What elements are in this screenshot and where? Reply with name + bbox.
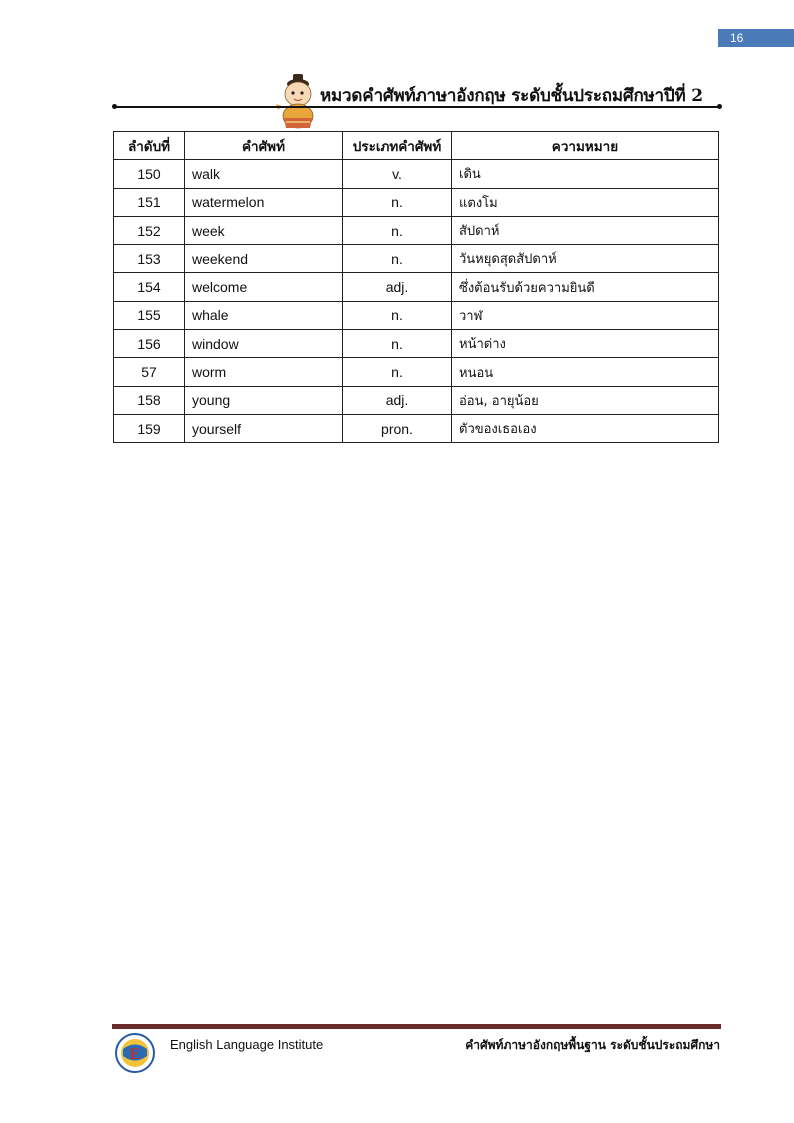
header-word: คำศัพท์ (185, 132, 343, 160)
row-word: welcome (185, 273, 343, 301)
row-word: watermelon (185, 188, 343, 216)
title-underline (115, 106, 719, 108)
row-number: 150 (114, 160, 185, 188)
footer-document-title: คำศัพท์ภาษาอังกฤษพื้นฐาน ระดับชั้นประถมศึกษา (465, 1038, 720, 1052)
institute-logo-icon (114, 1032, 156, 1074)
row-word: weekend (185, 245, 343, 273)
row-meaning: สัปดาห์ (452, 216, 719, 244)
row-word: young (185, 386, 343, 414)
row-number: 152 (114, 216, 185, 244)
row-meaning: วาฬ (452, 301, 719, 329)
row-number: 156 (114, 330, 185, 358)
page-title: หมวดคำศัพท์ภาษาอังกฤษ ระดับชั้นประถมศึกษาปีที่ 2 (320, 86, 703, 106)
row-word: window (185, 330, 343, 358)
row-number: 57 (114, 358, 185, 386)
vocabulary-table (113, 131, 719, 443)
header-number: ลำดับที่ (114, 132, 185, 160)
header-type: ประเภทคำศัพท์ (343, 132, 452, 160)
header-meaning: ความหมาย (452, 132, 719, 160)
table-header-row (114, 132, 719, 160)
table-row (114, 216, 719, 244)
table-row (114, 386, 719, 414)
row-word: yourself (185, 414, 343, 442)
row-type: n. (343, 216, 452, 244)
table-row (114, 188, 719, 216)
footer-institute-name: English Language Institute (170, 1037, 324, 1052)
row-number: 153 (114, 245, 185, 273)
table-row (114, 301, 719, 329)
row-number: 159 (114, 414, 185, 442)
row-type: n. (343, 245, 452, 273)
row-meaning: หนอน (452, 358, 719, 386)
table-row (114, 160, 719, 188)
mascot-illustration (272, 72, 322, 130)
row-number: 155 (114, 301, 185, 329)
row-meaning: ซึ่งต้อนรับด้วยความยินดี (452, 273, 719, 301)
row-type: pron. (343, 414, 452, 442)
row-type: v. (343, 160, 452, 188)
row-word: week (185, 216, 343, 244)
table-row (114, 358, 719, 386)
row-type: n. (343, 358, 452, 386)
table-row (114, 245, 719, 273)
rule-dot-right (717, 104, 722, 109)
row-meaning: วันหยุดสุดสัปดาห์ (452, 245, 719, 273)
table-row (114, 414, 719, 442)
row-meaning: หน้าต่าง (452, 330, 719, 358)
row-type: adj. (343, 386, 452, 414)
row-meaning: อ่อน, อายุน้อย (452, 386, 719, 414)
row-word: walk (185, 160, 343, 188)
table-row (114, 330, 719, 358)
row-word: whale (185, 301, 343, 329)
row-word: worm (185, 358, 343, 386)
footer-rule (112, 1024, 721, 1029)
row-type: n. (343, 188, 452, 216)
row-meaning: เดิน (452, 160, 719, 188)
row-number: 151 (114, 188, 185, 216)
row-number: 158 (114, 386, 185, 414)
svg-text:E: E (129, 1046, 141, 1063)
row-number: 154 (114, 273, 185, 301)
row-meaning: แตงโม (452, 188, 719, 216)
row-type: adj. (343, 273, 452, 301)
row-type: n. (343, 301, 452, 329)
row-type: n. (343, 330, 452, 358)
page-number: 16 (718, 29, 794, 47)
row-meaning: ตัวของเธอเอง (452, 414, 719, 442)
table-row (114, 273, 719, 301)
